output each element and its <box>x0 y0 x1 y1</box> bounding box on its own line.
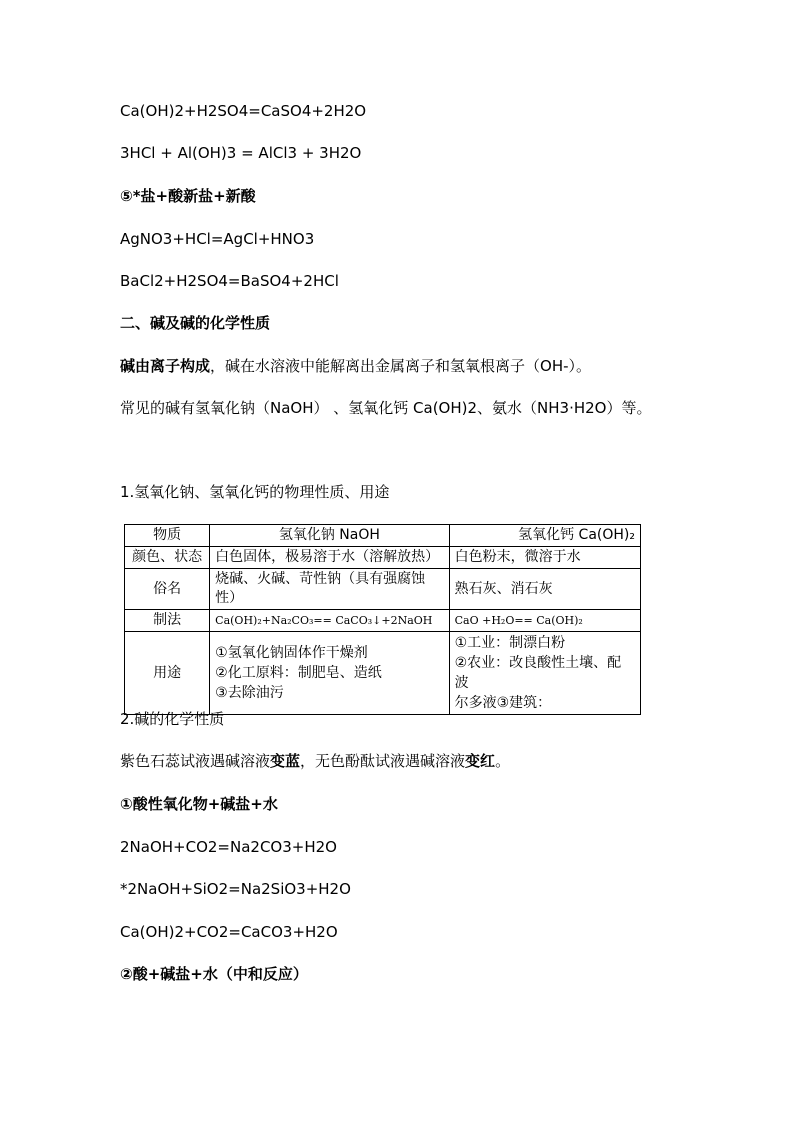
paragraph <box>120 751 510 771</box>
paragraph: 常见的碱有氢氧化钠（NaOH） 、氢氧化钙 Ca(OH)2、氨水（NH3·H2O）等。 <box>120 399 652 417</box>
paragraph <box>120 356 591 376</box>
equation-line: AgNO3+HCl=AgCl+HNO3 <box>120 230 315 248</box>
text: 。 <box>495 752 511 770</box>
table-cell: 熟石灰、消石灰 <box>449 569 640 610</box>
table-row <box>125 547 641 569</box>
table-header: 氢氧化钠 NaOH <box>210 525 449 547</box>
equation-line: 2NaOH+CO2=Na2CO3+H2O <box>120 838 337 856</box>
table-cell: CaO +H₂O== Ca(OH)₂ <box>449 610 640 632</box>
use-item: ③去除油污 <box>215 685 284 701</box>
bold-text: 变红 <box>465 752 496 770</box>
table-cell <box>449 632 640 715</box>
text: ，无色酚酞试液遇碱溶液 <box>300 752 466 770</box>
subsection-heading: 2.碱的化学性质 <box>120 710 225 728</box>
bold-text: 碱由离子构成 <box>120 357 211 375</box>
reaction-heading: ⑤*盐+酸新盐+新酸 <box>120 187 256 205</box>
table-cell: 烧碱、火碱、苛性钠（具有强腐蚀性） <box>210 569 449 610</box>
table-row <box>125 610 641 632</box>
table-header: 物质 <box>125 525 210 547</box>
section-heading: 二、碱及碱的化学性质 <box>120 314 271 332</box>
use-item: ①氢氧化钠固体作干燥剂 <box>215 645 368 661</box>
properties-table <box>124 524 641 715</box>
table-cell: 制法 <box>125 610 210 632</box>
table-row <box>125 569 641 610</box>
use-item: 尔多液③建筑： <box>454 695 552 711</box>
use-item: ②化工原料：制肥皂、造纸 <box>215 665 382 681</box>
table-cell: 白色粉末，微溶于水 <box>449 547 640 569</box>
table-cell <box>210 632 449 715</box>
bold-text: 变蓝 <box>270 752 301 770</box>
equation-line: Ca(OH)2+CO2=CaCO3+H2O <box>120 923 338 941</box>
use-item: ②农业：改良酸性土壤、配波 <box>454 655 622 691</box>
table-cell: 颜色、状态 <box>125 547 210 569</box>
table-cell: 白色固体，极易溶于水（溶解放热） <box>210 547 449 569</box>
text: 紫色石蕊试液遇碱溶液 <box>120 752 271 770</box>
reaction-heading: ①酸性氧化物+碱盐+水 <box>120 795 278 813</box>
text: ，碱在水溶液中能解离出金属离子和氢氧根离子（OH-）。 <box>210 357 592 375</box>
table-header: 氢氧化钙 Ca(OH)₂ <box>449 525 640 547</box>
table-row <box>125 632 641 715</box>
table-cell: 用途 <box>125 632 210 715</box>
table-cell: 俗名 <box>125 569 210 610</box>
table-cell: Ca(OH)₂+Na₂CO₃== CaCO₃↓+2NaOH <box>210 610 449 632</box>
reaction-heading: ②酸+碱盐+水（中和反应） <box>120 965 308 983</box>
table-header-row <box>125 525 641 547</box>
subsection-heading: 1.氢氧化钠、氢氧化钙的物理性质、用途 <box>120 483 390 501</box>
equation-line: BaCl2+H2SO4=BaSO4+2HCl <box>120 272 339 290</box>
equation-line: 3HCl + Al(OH)3 = AlCl3 + 3H2O <box>120 144 362 162</box>
equation-line: *2NaOH+SiO2=Na2SiO3+H2O <box>120 880 351 898</box>
use-item: ①工业：制漂白粉 <box>454 635 566 651</box>
equation-line: Ca(OH)2+H2SO4=CaSO4+2H2O <box>120 102 367 120</box>
